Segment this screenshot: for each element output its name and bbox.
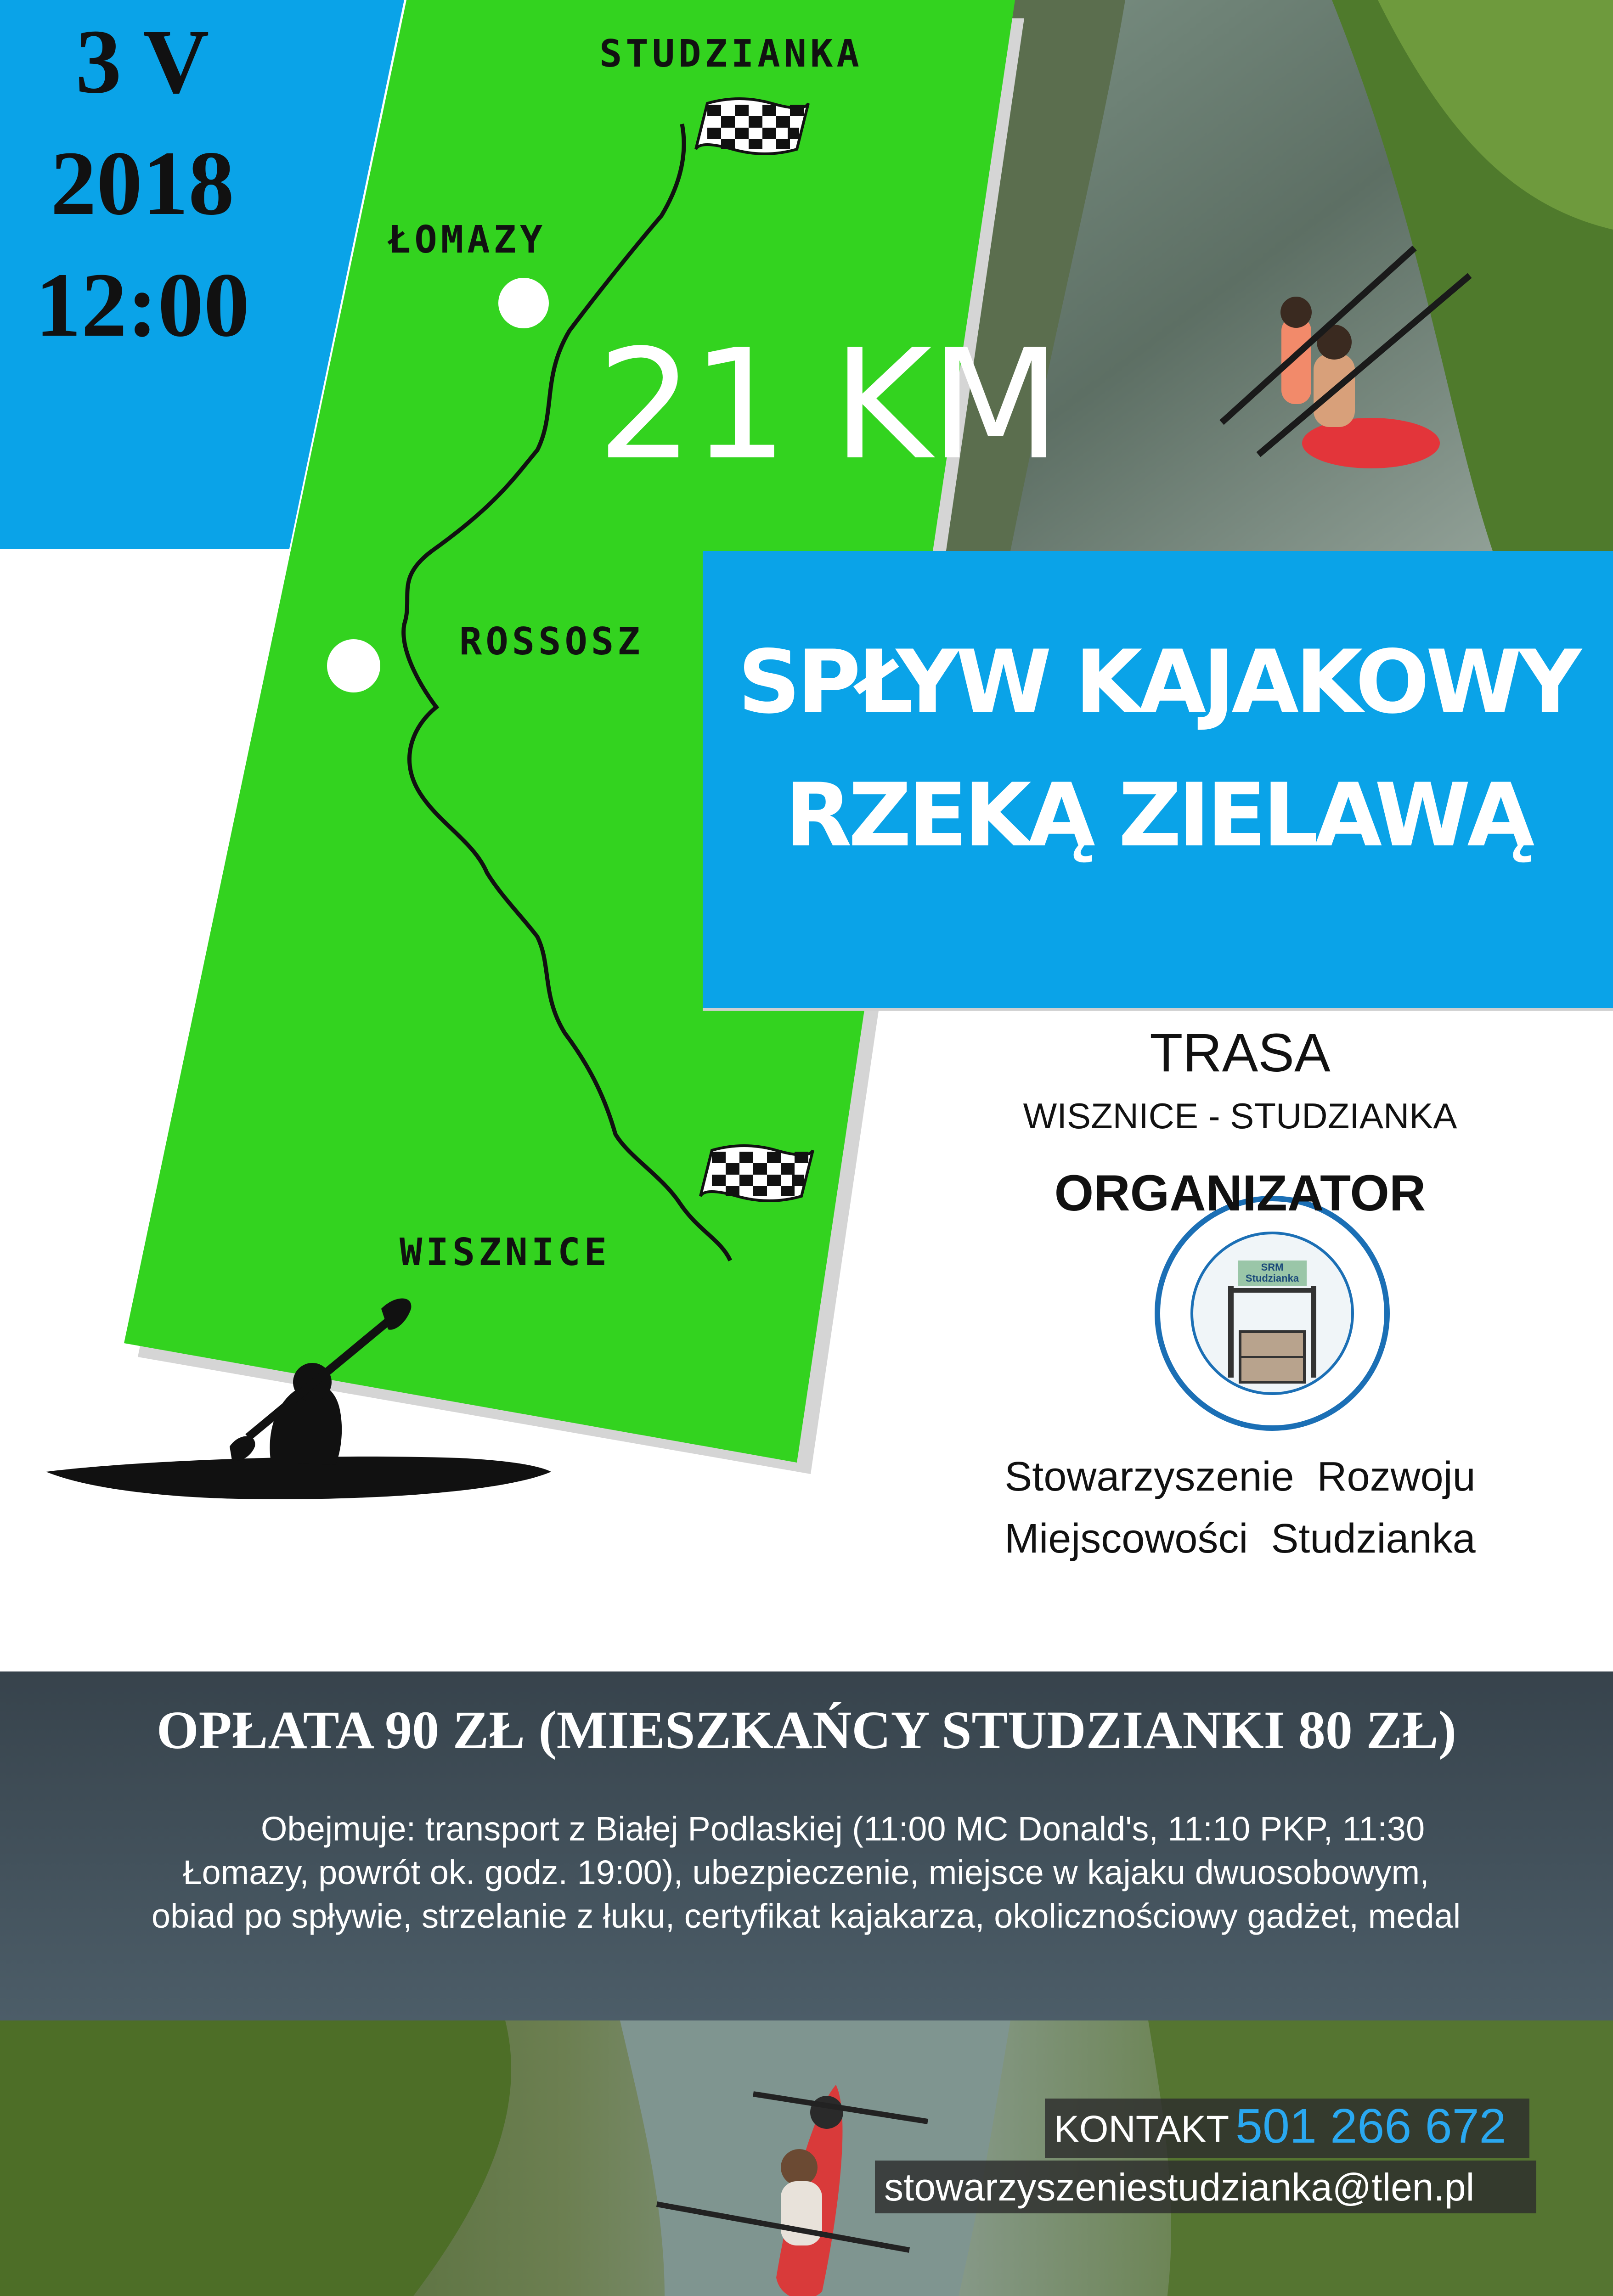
town-label-rossosz: ROSSOSZ bbox=[459, 620, 644, 664]
event-day: 3 V bbox=[75, 11, 209, 113]
organizer-name-line2: Miejscowości Studzianka bbox=[1004, 1516, 1476, 1562]
organizer-label: ORGANIZATOR bbox=[1054, 1165, 1426, 1221]
organizer-logo-badge: SRM Studzianka bbox=[1245, 1261, 1299, 1284]
contact-phone[interactable]: 501 266 672 bbox=[1235, 2099, 1506, 2153]
fee-details-line1: Obejmuje: transport z Białej Podlaskiej (11:00 MC Donald's, 11:10 PKP, 11:30 bbox=[260, 1810, 1425, 1848]
start-flag-icon bbox=[700, 1146, 813, 1201]
event-year: 2018 bbox=[51, 133, 234, 234]
contact-email[interactable]: stowarzyszeniestudzianka@tlen.pl bbox=[884, 2166, 1475, 2209]
rossosz-dot bbox=[327, 639, 380, 692]
fee-details-line2: Łomazy, powrót ok. godz. 19:00), ubezpieczenie, miejsce w kajaku dwuosobowym, bbox=[183, 1853, 1429, 1891]
route-value: WISZNICE - STUDZIANKA bbox=[1023, 1096, 1457, 1136]
event-time: 12:00 bbox=[35, 254, 250, 356]
lomazy-dot bbox=[498, 278, 549, 328]
route-label: TRASA bbox=[1150, 1023, 1331, 1083]
river-photo-bottom bbox=[0, 2020, 1613, 2296]
town-label-wisznice: WISZNICE bbox=[400, 1231, 610, 1274]
event-title-line1: SPŁYW KAJAKOWY bbox=[738, 631, 1578, 733]
organizer-name-line1: Stowarzyszenie Rozwoju bbox=[1004, 1454, 1476, 1500]
town-label-studzianka: STUDZIANKA bbox=[599, 32, 863, 76]
distance-label: 21 KM bbox=[597, 317, 1059, 493]
finish-flag-icon bbox=[696, 99, 808, 154]
town-label-lomazy: ŁOMAZY bbox=[388, 218, 547, 262]
fee-details-line3: obiad po spływie, strzelanie z łuku, certyfikat kajakarza, okolicznościowy gadżet, medal bbox=[151, 1897, 1461, 1935]
event-title-line2: RZEKĄ ZIELAWĄ bbox=[784, 765, 1531, 866]
contact-label: KONTAKT bbox=[1054, 2108, 1229, 2150]
fee-heading: OPŁATA 90 ZŁ (MIESZKAŃCY STUDZIANKI 80 ZŁ) bbox=[156, 1700, 1457, 1760]
